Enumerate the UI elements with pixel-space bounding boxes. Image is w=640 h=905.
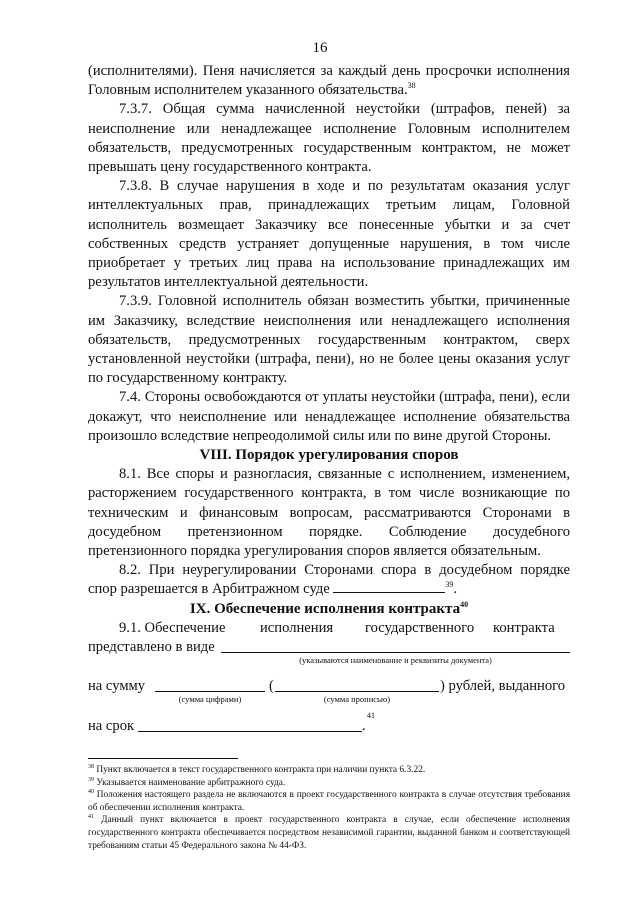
section-8-heading: VIII. Порядок урегулирования споров	[199, 447, 459, 464]
sum-suffix: ) рублей, выданного	[440, 677, 566, 694]
footnote-text: Указывается наименование арбитражного суда.	[96, 777, 286, 788]
footnote-text: Данный пункт включается в проект государственного контракта в случае, если обеспечение исполнения государственного контракта обеспечивается посредством независимой гарантии, выданной банком и соответствующей требованиям статьи 45 Федерального закона № 44-ФЗ.	[88, 815, 570, 851]
paragraph-text: 8.2. При неурегулировании Сторонами спора в досудебном порядке спор разрешается в Арбитражном суде	[88, 562, 570, 598]
footnote-text: Пункт включается в текст государственного контракта при наличии пункта 6.3.22.	[96, 765, 426, 775]
footnote-ref[interactable]: 39	[445, 580, 454, 590]
document-name-caption: (указываются наименование и реквизиты документа)	[299, 654, 492, 665]
section-9-title: IX. Обеспечение исполнения контракта	[189, 600, 461, 617]
footnote-ref[interactable]: 40	[460, 599, 469, 609]
sum-words-caption: (сумма прописью)	[323, 693, 391, 704]
footnote-separator	[88, 758, 238, 759]
sum-digits-caption: (сумма цифрами)	[178, 693, 242, 704]
document-body	[88, 62, 570, 749]
paragraph-7-3-8: 7.3.8. В случае нарушения в ходе и по результатам оказания услуг интеллектуальных прав, принадлежащих третьим лицам, Головной исполнитель возмещает Заказчику все понесенные убытки и за счет собственных средств устраняет допущенные нарушения, в том числе приобретает у третьих лиц права на использование принадлежащих им результатов интеллектуальной деятельности.	[88, 178, 570, 291]
term-field[interactable]	[138, 731, 362, 732]
footnote-38	[88, 764, 570, 777]
paragraph-8-1: 8.1. Все споры и разногласия, связанные с исполнением, изменением, расторжением государственного контракта, в том числе возникающие по техническим и финансовым вопросам, рассматриваются Сторонами в досудебном претензионном порядке. Соблюдение досудебного претензионного порядка урегулирования споров является обязательным.	[88, 466, 570, 560]
footnote-number: 41	[88, 814, 94, 821]
form-line1-word: контракта	[493, 619, 555, 636]
footnote-number: 38	[88, 763, 94, 770]
arbitration-court-blank[interactable]	[333, 580, 445, 593]
form-line1-word: 9.1. Обеспечение	[119, 619, 226, 636]
sum-label: на сумму	[88, 677, 146, 694]
section-9-heading	[88, 600, 570, 619]
sum-digits-field[interactable]	[155, 691, 265, 692]
term-period: .	[362, 717, 366, 734]
paragraph-text: (исполнителями). Пеня начисляется за каждый день просрочки исполнения Головным исполнителем указанного обязательства.	[88, 63, 570, 99]
footnote-number: 40	[88, 789, 94, 796]
sum-open-paren: (	[269, 677, 274, 694]
footnote-41	[88, 814, 570, 852]
footnotes	[88, 764, 570, 852]
footnote-ref[interactable]: 38	[407, 81, 416, 91]
paragraph-8-2: 8.2. При неурегулировании Сторонами спора в досудебном порядке спор разрешается в Арбитражном суде $^{39}$.	[88, 562, 570, 598]
form-line1-word: государственного	[365, 619, 475, 636]
sum-words-field[interactable]	[275, 691, 439, 692]
paragraph-7-3-7: 7.3.7. Общая сумма начисленной неустойки (штрафов, пеней) за неисполнение или ненадлежащее исполнение Головным исполнителем обязательств, предусмотренных государственным контрактом, не может превышать цену государственного контракта.	[88, 101, 570, 176]
document-name-field[interactable]	[221, 652, 570, 653]
security-form	[88, 619, 570, 749]
page-number: 16	[312, 40, 328, 56]
form-line1-word: исполнения	[260, 619, 334, 636]
footnote-number: 39	[88, 776, 94, 783]
form-document-label: представлено в виде	[88, 638, 215, 655]
term-label: на срок	[88, 717, 135, 734]
paragraph-7-3-9: 7.3.9. Головной исполнитель обязан возместить убытки, причиненные им Заказчику, вследствие неисполнения или ненадлежащего исполнения обязательств, предусмотренных государственным контрактом, сверх установленной неустойки (штрафа, пени), но не более цены оказания услуг по государственному контракту.	[88, 293, 570, 387]
footnote-39	[88, 777, 570, 790]
footnote-text: Положения настоящего раздела не включаются в проект государственного контракта в случае отсутствия требования об обеспечении исполнения контракта.	[88, 790, 571, 813]
footnote-40	[88, 789, 570, 814]
paragraph-penalty-continuation	[88, 62, 570, 100]
footnote-ref[interactable]: 41	[367, 710, 375, 720]
paragraph-7-4: 7.4. Стороны освобождаются от уплаты неустойки (штрафа, пени), если докажут, что неисполнение или ненадлежащее исполнение обязательства произошло вследствие непреодолимой силы или по вине другой Стороны.	[88, 389, 570, 444]
